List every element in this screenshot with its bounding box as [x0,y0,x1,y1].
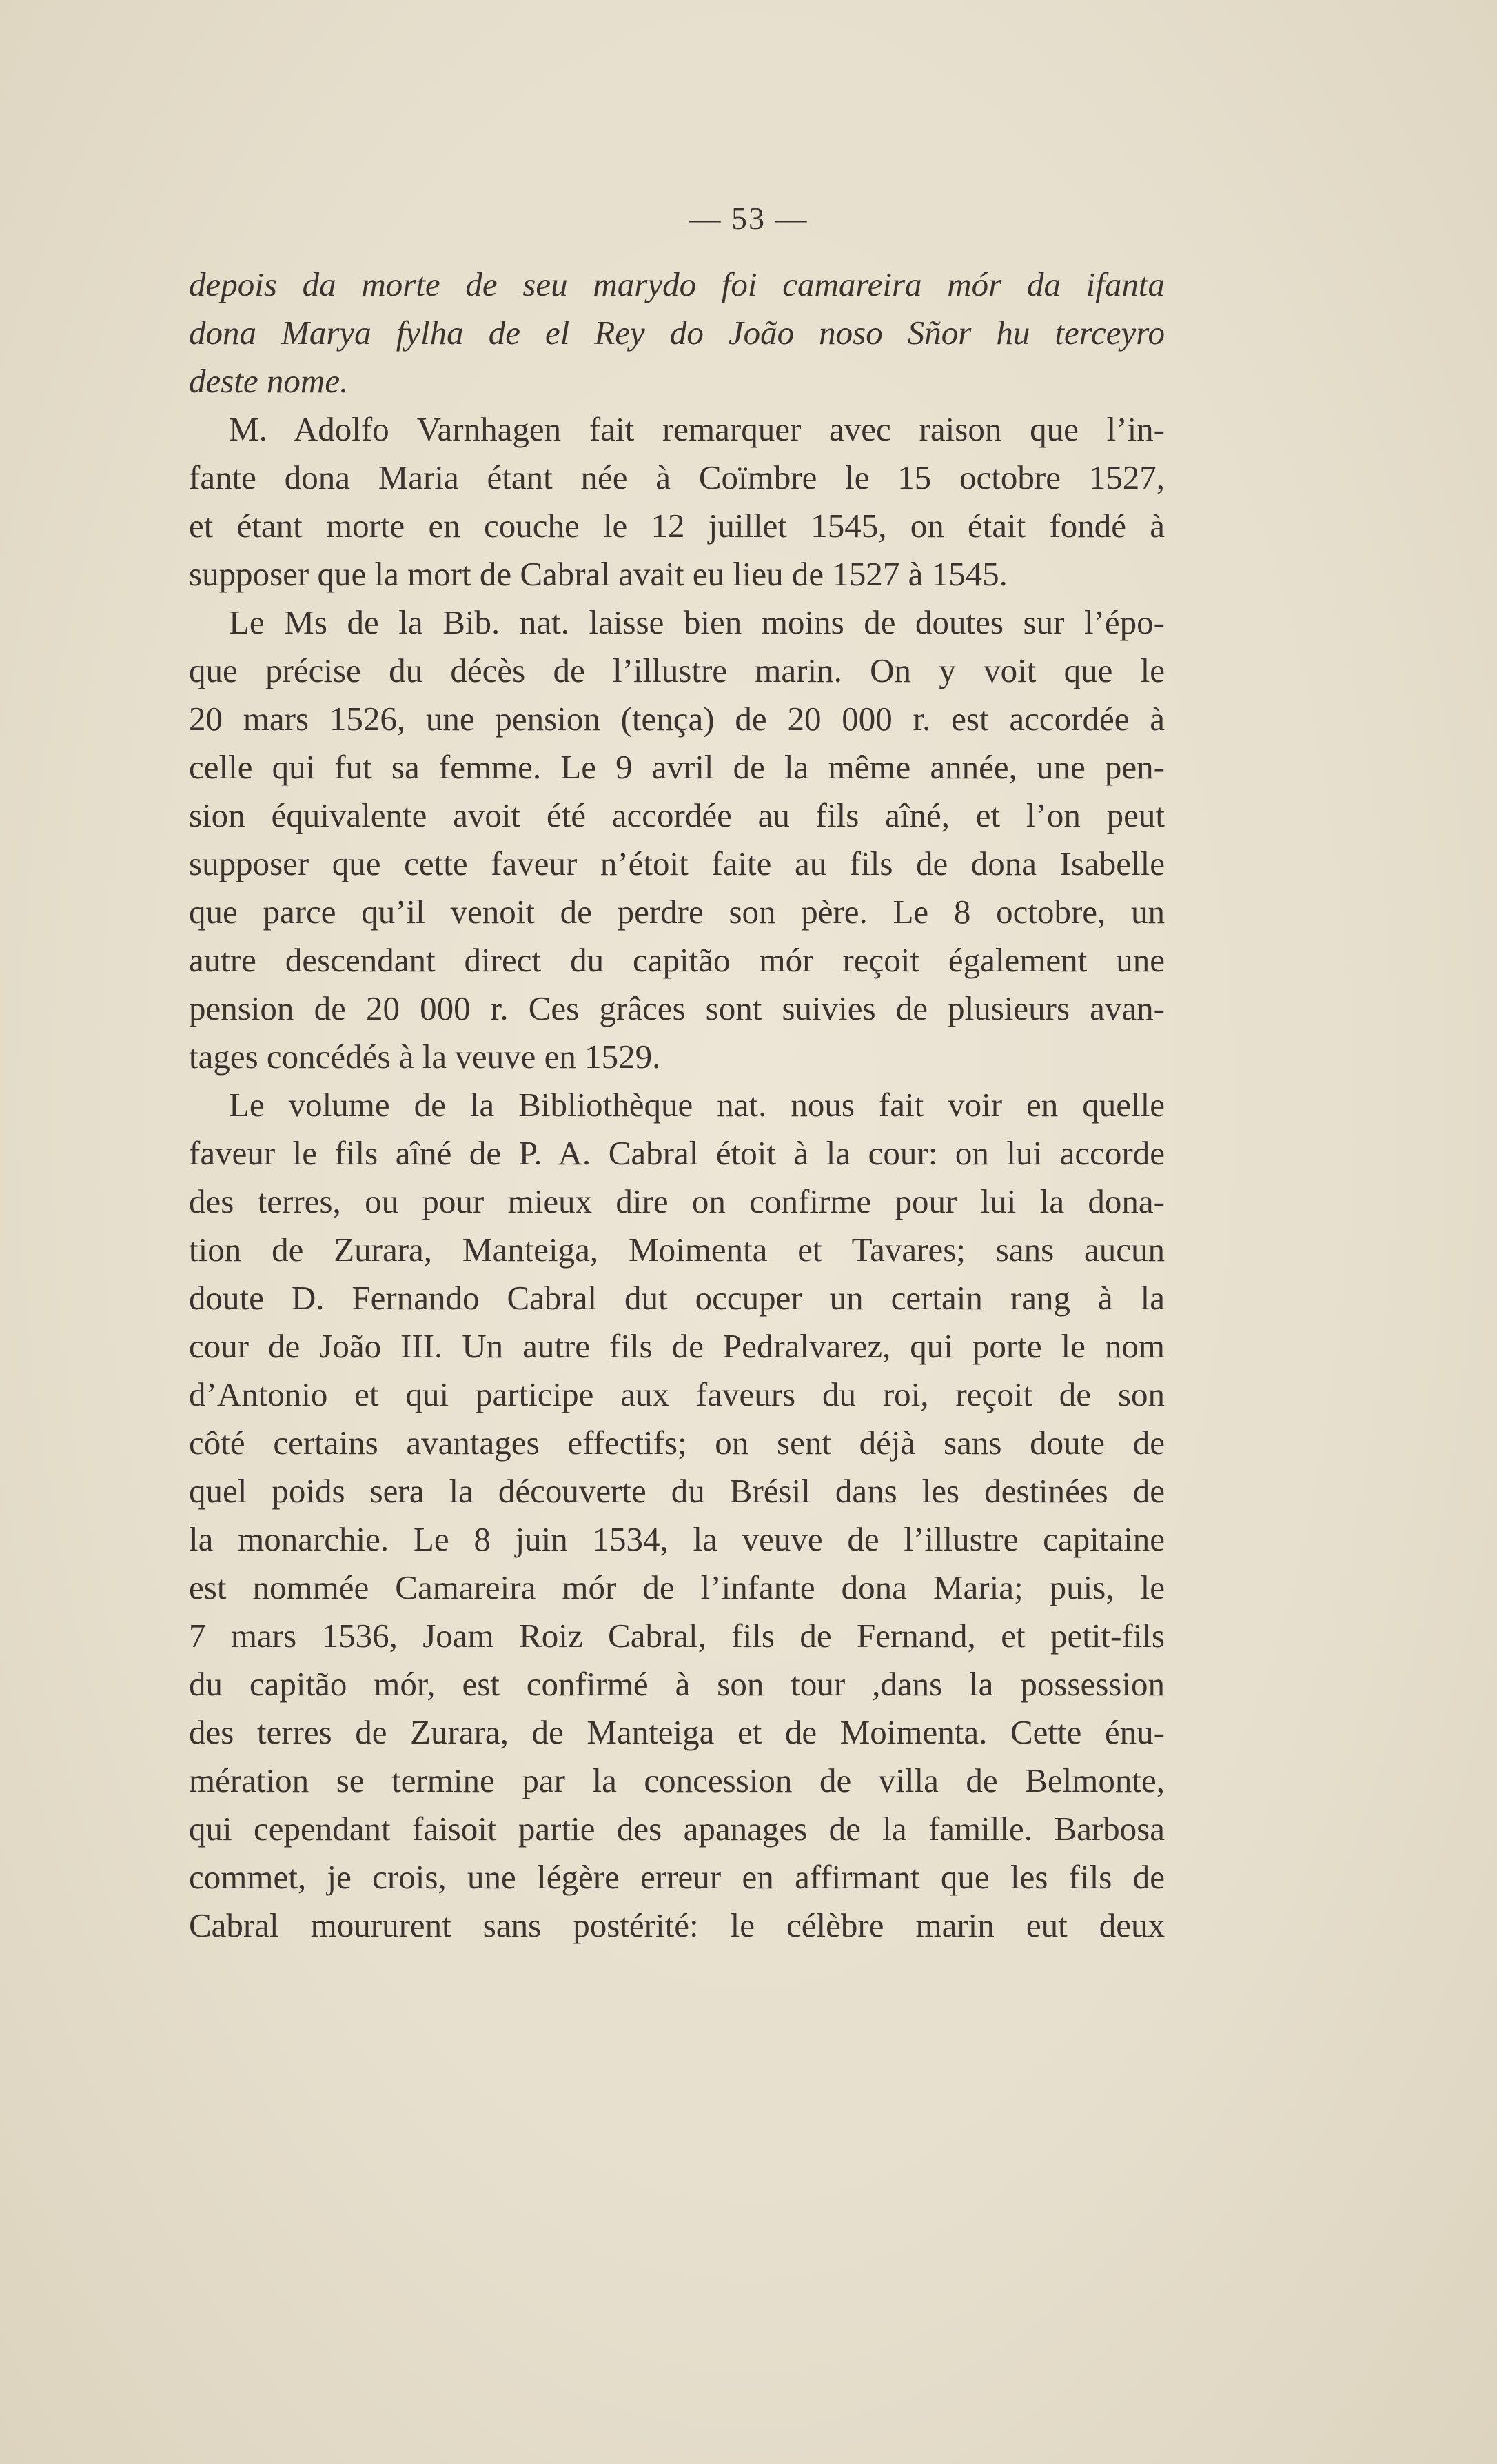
text-line: dona Marya fylha de el Rey do João noso Sñor hu terceyro [189,314,1165,352]
text-line: et étant morte en couche le 12 juillet 1545, on était fondé à [189,507,1165,545]
text-line: deste nome. [189,362,349,400]
text-line: d’Antonio et qui participe aux faveurs du roi, reçoit de son [189,1375,1165,1413]
text-line: qui cependant faisoit partie des apanages de la famille. Barbosa [189,1810,1165,1848]
text-line: des terres de Zurara, de Manteiga et de Moimenta. Cette énu- [189,1713,1165,1751]
text-line: du capitão mór, est confirmé à son tour ,dans la possession [189,1665,1165,1703]
text-line: sion équivalente avoit été accordée au fils aîné, et l’on peut [189,796,1165,834]
text-line: autre descendant direct du capitão mór reçoit également une [189,941,1165,979]
text-line: celle qui fut sa femme. Le 9 avril de la même année, une pen- [189,748,1165,786]
text-line: depois da morte de seu marydo foi camareira mór da ifanta [189,265,1165,303]
text-line: M. Adolfo Varnhagen fait remarquer avec raison que l’in- [229,410,1165,448]
text-line: tion de Zurara, Manteiga, Moimenta et Tavares; sans aucun [189,1231,1165,1269]
text-line: Le volume de la Bibliothèque nat. nous fait voir en quelle [229,1086,1165,1124]
text-line: supposer que la mort de Cabral avait eu lieu de 1527 à 1545. [189,555,1008,593]
text-line: que parce qu’il venoit de perdre son père. Le 8 octobre, un [189,893,1165,931]
text-line: pension de 20 000 r. Ces grâces sont suivies de plusieurs avan- [189,989,1165,1027]
text-line: la monarchie. Le 8 juin 1534, la veuve de l’illustre capitaine [189,1520,1165,1558]
page-number: — 53 — [689,201,808,236]
text-line: fante dona Maria étant née à Coïmbre le 15 octobre 1527, [189,458,1165,496]
text-line: 7 mars 1536, Joam Roiz Cabral, fils de Fernand, et petit-fils [189,1617,1165,1655]
text-line: est nommée Camareira mór de l’infante dona Maria; puis, le [189,1568,1165,1606]
text-line: commet, je crois, une légère erreur en affirmant que les fils de [189,1858,1165,1896]
text-line: quel poids sera la découverte du Brésil dans les destinées de [189,1472,1165,1510]
text-line: que précise du décès de l’illustre marin. On y voit que le [189,652,1165,689]
text-line: côté certains avantages effectifs; on sent déjà sans doute de [189,1424,1165,1462]
text-line: tages concédés à la veuve en 1529. [189,1038,661,1076]
text-line: doute D. Fernando Cabral dut occuper un certain rang à la [189,1279,1165,1317]
body-text [189,261,1165,1950]
text-line: cour de João III. Un autre fils de Pedralvarez, qui porte le nom [189,1327,1165,1365]
text-line: Cabral moururent sans postérité: le célèbre marin eut deux [189,1906,1165,1944]
text-line: faveur le fils aîné de P. A. Cabral étoit à la cour: on lui accorde [189,1134,1165,1172]
text-line: mération se termine par la concession de villa de Belmonte, [189,1761,1165,1799]
text-line: des terres, ou pour mieux dire on confirme pour lui la dona- [189,1182,1165,1220]
text-line: Le Ms de la Bib. nat. laisse bien moins de doutes sur l’épo- [229,603,1165,641]
text-line: 20 mars 1526, une pension (tença) de 20 000 r. est accordée à [189,700,1165,738]
text-line: supposer que cette faveur n’étoit faite au fils de dona Isabelle [189,845,1165,882]
